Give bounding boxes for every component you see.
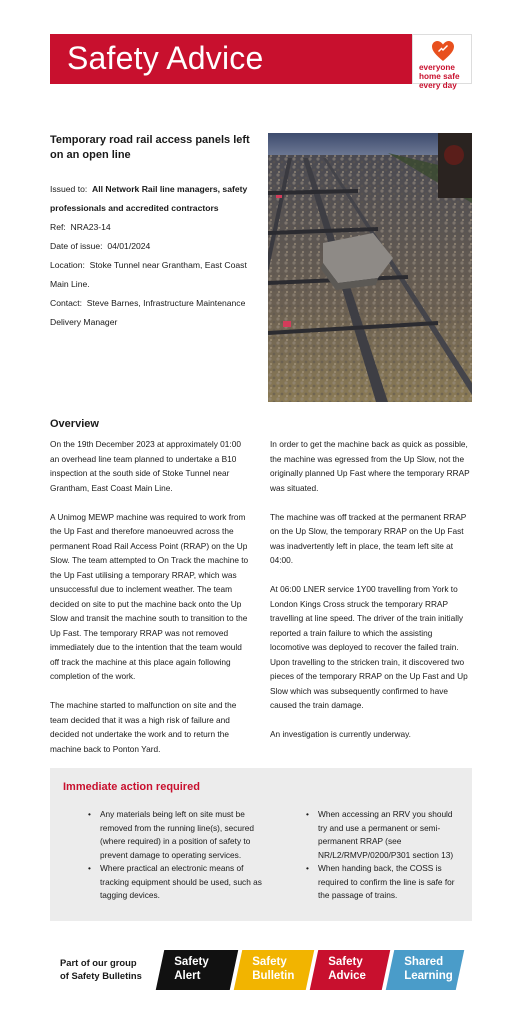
- action-item: • Any materials being left on site must be removed from the running line(s), secured (where required) in a position of safety to prevent damage to operating services.: [84, 808, 262, 862]
- action-item: • When handing back, the COSS is required to confirm the line is safe for the passage of trains.: [302, 862, 462, 903]
- page-subtitle: Action required following a serious incident: [67, 89, 297, 101]
- tab-line: Learning: [404, 970, 453, 982]
- tab-line: Advice: [328, 970, 366, 982]
- tab-line: Safety: [174, 956, 209, 968]
- location: [50, 256, 265, 294]
- issued-to-label: Issued to:: [50, 184, 88, 194]
- safety-bulletin-tab[interactable]: [234, 950, 315, 990]
- action-item: • When accessing an RRV you should try and use a permanent or semi-permanent RRAP (see NR/L2/RMVP/0200/P301 section 13): [302, 808, 462, 862]
- issued-to: [50, 180, 265, 218]
- contact-label: Contact:: [50, 298, 83, 308]
- heart-hand-icon: [431, 40, 455, 62]
- overview-paragraph: The machine started to malfunction on site and the team decided that it was a high risk of failure and decided not undertake the work and to return the machine back to Ponton Yard.: [50, 700, 237, 754]
- safety-alert-tab[interactable]: [156, 950, 239, 990]
- tab-label: [404, 955, 453, 983]
- immediate-action-box: [50, 768, 472, 921]
- contact-value: Steve Barnes, Infrastructure Maintenance Delivery Manager: [50, 298, 246, 327]
- location-value: Stoke Tunnel near Grantham, East Coast Main Line.: [50, 260, 247, 289]
- action-list-left: [84, 808, 262, 903]
- logo: [412, 34, 472, 90]
- shared-learning-tab[interactable]: [386, 950, 465, 990]
- tab-label: [174, 955, 209, 983]
- header: [50, 34, 472, 101]
- incident-photo: [268, 133, 472, 402]
- logo-line: every day: [419, 81, 457, 90]
- logo-line: everyone: [419, 63, 455, 72]
- logo-text: [419, 63, 473, 90]
- document-meta: [50, 180, 265, 332]
- tab-line: Safety: [252, 956, 287, 968]
- tab-line: Safety: [328, 956, 363, 968]
- date-value: 04/01/2024: [107, 241, 151, 251]
- tab-line: Alert: [174, 970, 201, 982]
- ref-label: Ref:: [50, 222, 66, 232]
- overview-paragraph: At 06:00 LNER service 1Y00 travelling from York to London Kings Cross struck the temporary RRAP travelling at line speed. The driver of the train initially reported a train failure to which the assisting locomotive was deployed to recover the failed train. Upon travelling to the stricken train, it discovered two pieces of the temporary RRAP on the Up Fast and Up Slow which was subsequently confirmed to have caused the train damage.: [270, 584, 468, 710]
- logo-line: home safe: [419, 72, 460, 81]
- ref-value: NRA23-14: [70, 222, 111, 232]
- title-banner: [50, 34, 412, 84]
- action-heading: Immediate action required: [63, 781, 200, 793]
- tab-line: Bulletin: [252, 970, 295, 982]
- bulletin-group-label: [60, 956, 160, 982]
- issued-to-value: All Network Rail line managers, safety professionals and accredited contractors: [50, 184, 248, 213]
- tab-line: Shared: [404, 956, 444, 968]
- safety-advice-tab[interactable]: [310, 950, 391, 990]
- ref: [50, 218, 265, 237]
- page-title: Safety Advice: [67, 40, 264, 76]
- location-label: Location:: [50, 260, 85, 270]
- overview-paragraph: On the 19th December 2023 at approximately 01:00 an overhead line team planned to undertake a B10 inspection at the south side of Stoke Tunnel near Grantham, East Coast Main Line.: [50, 439, 241, 493]
- action-item: • Where practical an electronic means of tracking equipment should be used, such as tagging devices.: [84, 862, 262, 903]
- action-list-right: [302, 808, 462, 903]
- footer-label-line: Part of our group: [60, 957, 137, 968]
- overview-paragraph: A Unimog MEWP machine was required to work from the Up Fast and therefore manoeuvred across the permanent Road Rail Access Point (RRAP) on the Up Slow. The team attempted to On Track the machine to the Up Fast utilising a temporary RRAP, which was unsuccessful due to inclement weather. The team decided on site to put the machine back onto the Up Slow and transit the machine south to transition to the Up Fast. The temporary RRAP was not removed immediately due to the intention that the team would off track the machine at this place again following completion of the work.: [50, 511, 249, 681]
- overview-paragraph: The machine was off tracked at the permanent RRAP on the Up Slow, the temporary RRAP on the Up Fast was inadvertently left in place, the team left site at 04:00.: [270, 511, 467, 565]
- date-of-issue: [50, 237, 265, 256]
- document-title: Temporary road rail access panels left on an open line: [50, 134, 250, 161]
- contact: [50, 294, 265, 332]
- overview-paragraph: In order to get the machine back as quick as possible, the machine was egressed from the Up Slow, not the originally planned Up Fast where the temporary RRAP was situated.: [270, 439, 470, 493]
- overview-paragraph: An investigation is currently underway.: [270, 729, 411, 739]
- tab-label: [328, 955, 366, 983]
- overview-left-column: [50, 437, 252, 771]
- footer-label-line: of Safety Bulletins: [60, 970, 142, 981]
- date-label: Date of issue:: [50, 241, 103, 251]
- overview-right-column: [270, 437, 472, 756]
- tab-label: [252, 955, 294, 983]
- overview-heading: Overview: [50, 418, 99, 430]
